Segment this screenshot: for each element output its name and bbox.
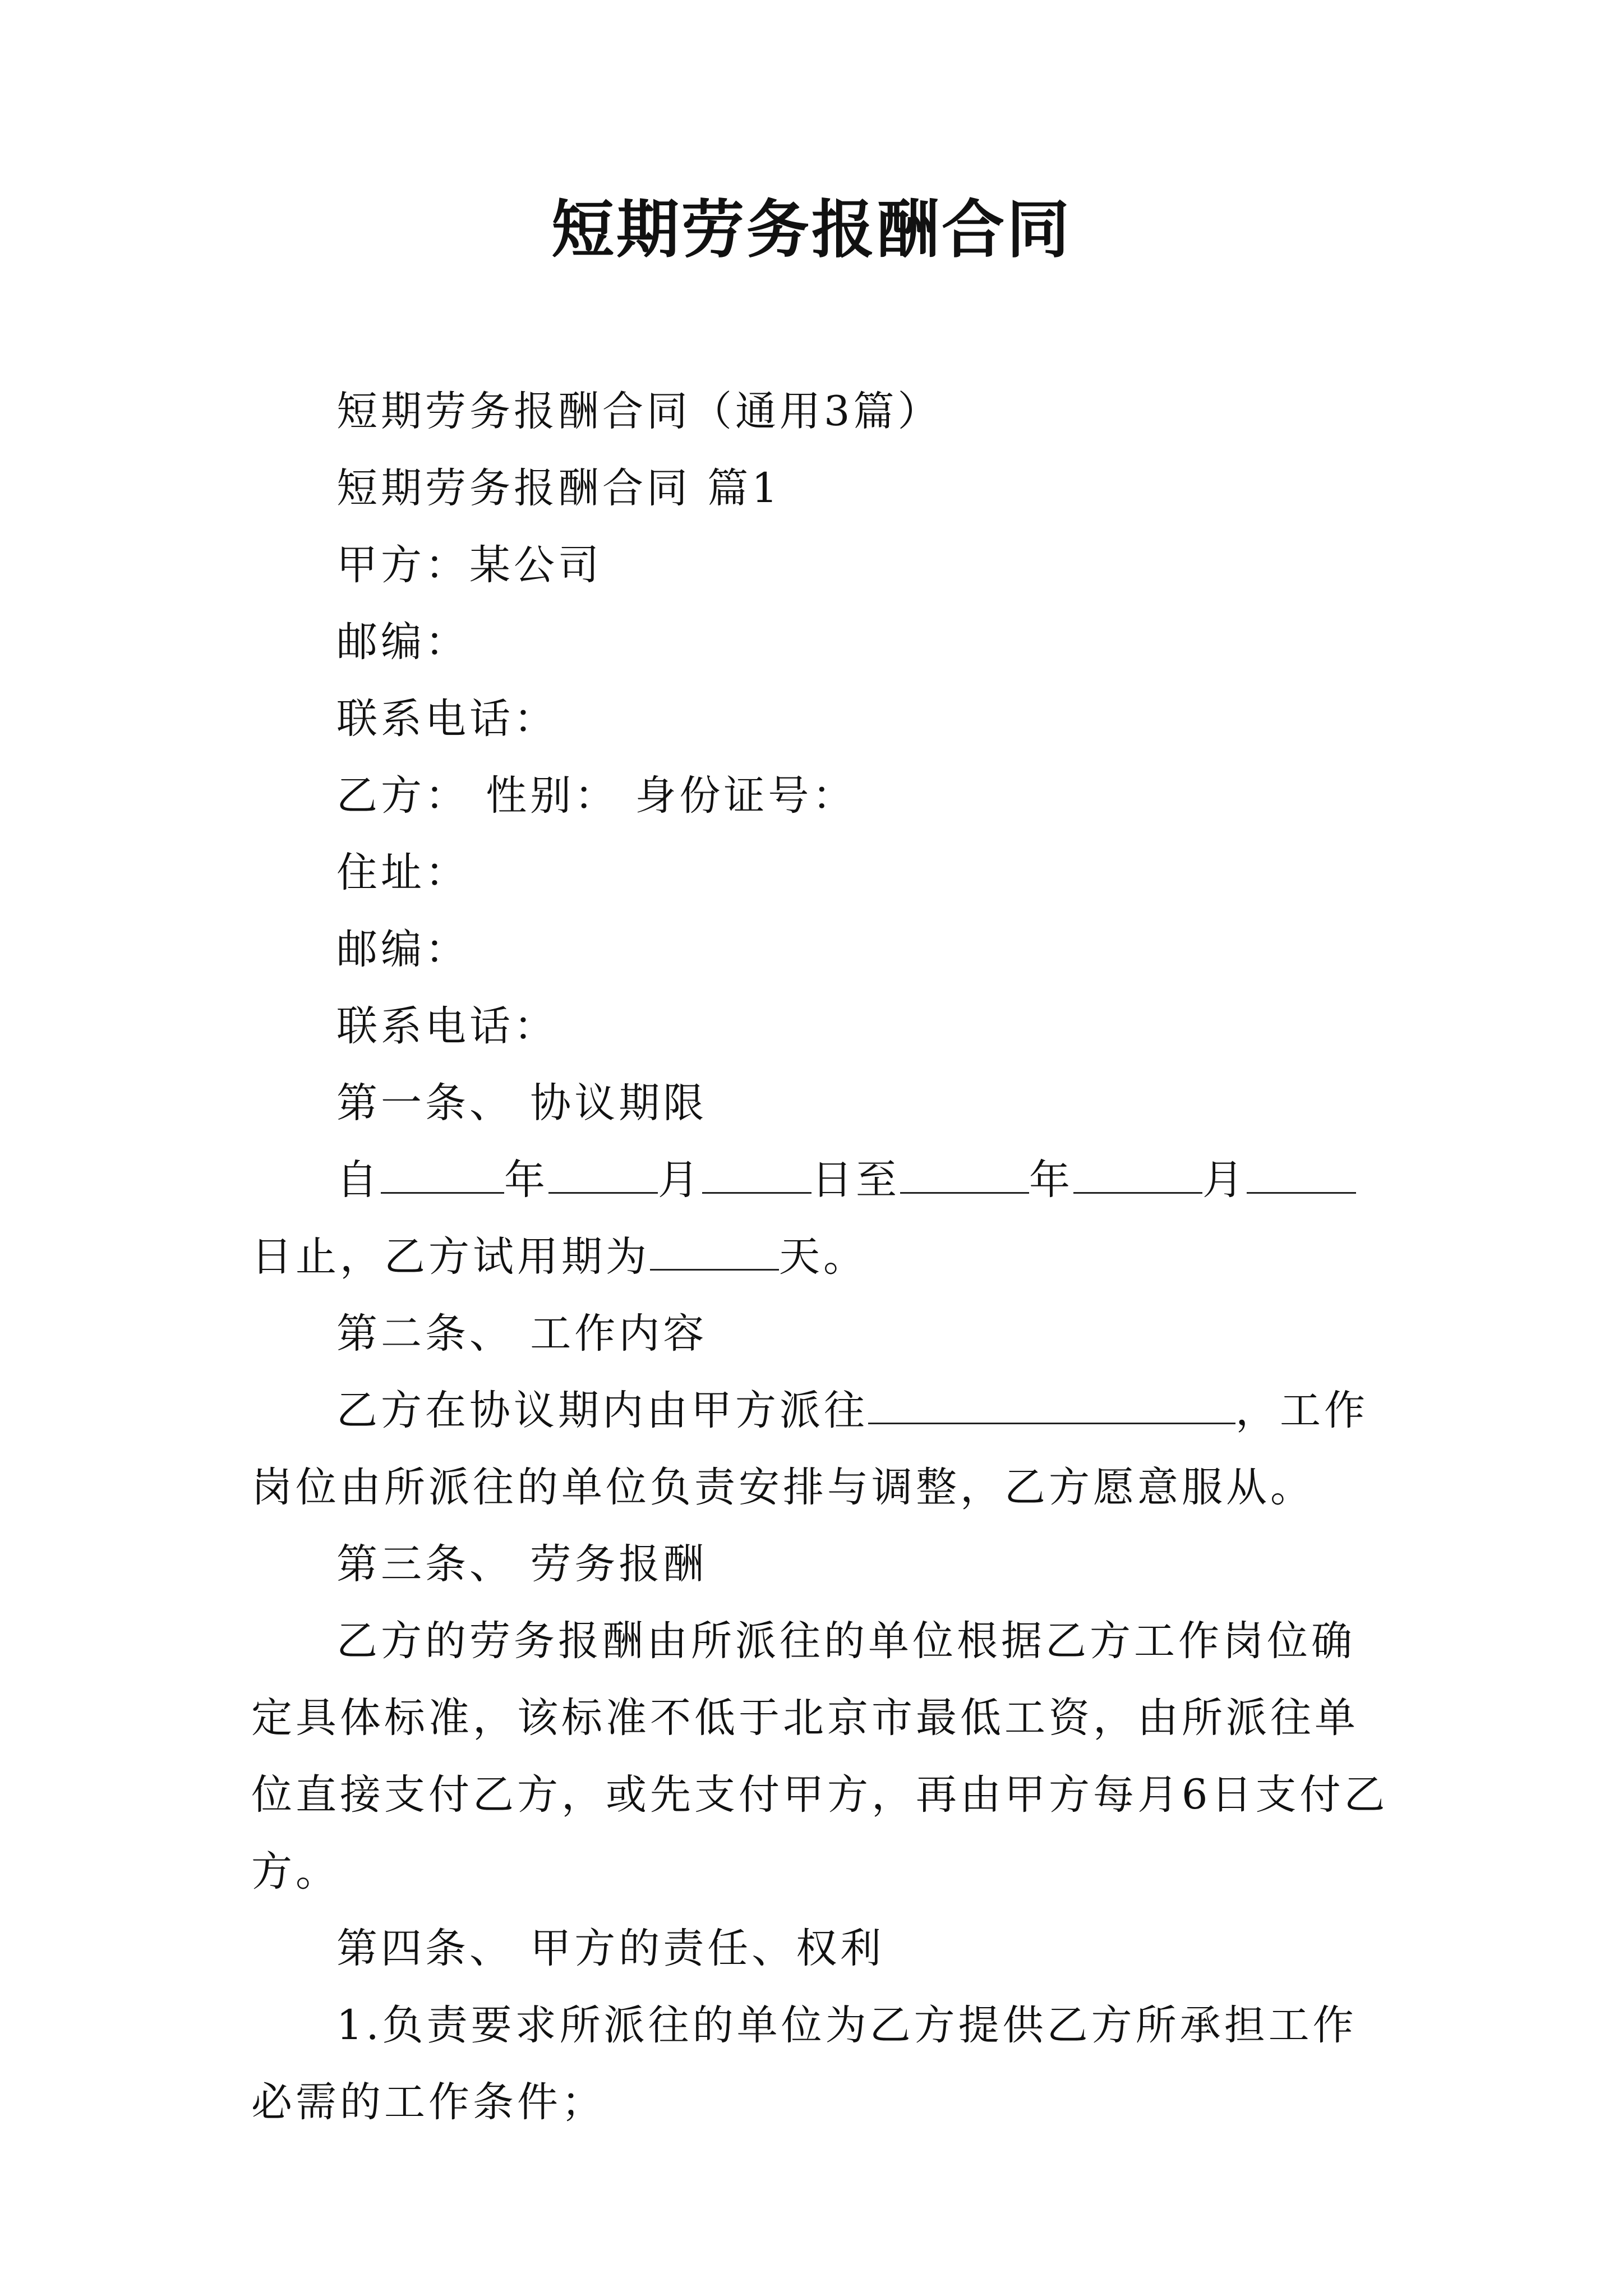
- text-fragment: 年: [504, 1156, 548, 1204]
- article-2-text: [251, 1372, 1390, 1526]
- text-fragment: 乙方在协议期内由甲方派往: [336, 1387, 868, 1434]
- fill-blank: [702, 1153, 811, 1194]
- document-body: [251, 373, 1390, 2141]
- text-fragment: ，工作岗位由所派往的单位负责安排与调整，乙方愿意服从。: [251, 1387, 1368, 1511]
- party-b-address: 住址：: [336, 849, 469, 896]
- article-3-text: 乙方的劳务报酬由所派往的单位根据乙方工作岗位确定具体标准，该标准不低于北京市最低工资，由所派往单位直接支付乙方，或先支付甲方，再由甲方每月6日支付乙方。: [251, 1617, 1389, 1895]
- party-b-postcode: 邮编：: [336, 926, 469, 973]
- article-3-heading: 第三条、 劳务报酬: [336, 1540, 708, 1588]
- article-4-heading: 第四条、 甲方的责任、权利: [336, 1925, 885, 1972]
- subtitle-line: 短期劳务报酬合同（通用3篇）: [336, 388, 942, 435]
- article-1-heading: 第一条、 协议期限: [336, 1079, 708, 1127]
- fill-blank: [868, 1383, 1235, 1424]
- text-fragment: 月: [658, 1156, 702, 1204]
- section-heading-part1: 短期劳务报酬合同 篇1: [336, 464, 781, 512]
- text-fragment: 月: [1202, 1156, 1247, 1204]
- party-a-postcode: 邮编：: [336, 618, 469, 666]
- party-b-phone: 联系电话：: [336, 1002, 558, 1050]
- text-fragment: 日止，乙方试用期为: [251, 1233, 650, 1281]
- party-a-phone: 联系电话：: [336, 695, 558, 743]
- article-2-heading: 第二条、 工作内容: [336, 1310, 708, 1358]
- text-fragment: 天。: [779, 1233, 868, 1281]
- text-fragment: 年: [1029, 1156, 1073, 1204]
- party-b-line: 乙方： 性别： 身份证号：: [336, 772, 857, 820]
- text-fragment: 日至: [811, 1156, 900, 1204]
- fill-blank: [900, 1153, 1029, 1194]
- document-title: 短期劳务报酬合同: [551, 193, 1072, 266]
- fill-blank: [1247, 1153, 1356, 1194]
- article-4-item-1: 1.负责要求所派往的单位为乙方提供乙方所承担工作必需的工作条件；: [251, 2001, 1357, 2126]
- fill-blank: [650, 1230, 779, 1271]
- text-fragment: 自: [336, 1156, 381, 1204]
- fill-blank: [381, 1153, 504, 1194]
- fill-blank: [1073, 1153, 1202, 1194]
- article-1-text: [251, 1142, 1390, 1295]
- party-a-line: 甲方：某公司: [336, 541, 602, 589]
- fill-blank: [548, 1153, 658, 1194]
